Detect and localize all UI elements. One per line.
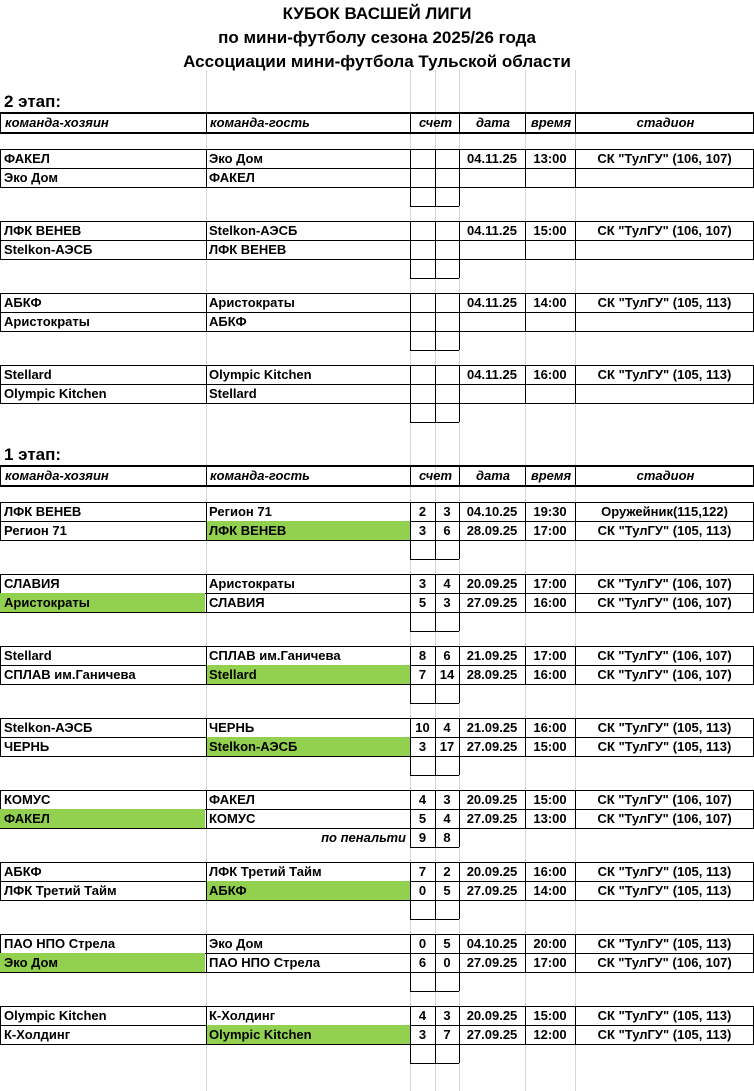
match-date: 20.09.25: [466, 864, 518, 879]
score-away: [435, 312, 459, 331]
header-stadium: стадион: [636, 468, 695, 483]
match-date: 27.09.25: [466, 739, 518, 754]
away-team: Аристократы: [209, 576, 295, 591]
score-away: 17: [439, 739, 455, 754]
match-time: 13:00: [533, 151, 567, 166]
score-home: [410, 240, 435, 259]
match-date: 04.10.25: [466, 936, 518, 951]
match-time: 15:00: [533, 792, 567, 807]
header-score: счет: [418, 468, 453, 483]
score-home: 0: [418, 883, 427, 898]
score-away: [435, 168, 459, 187]
away-team: Olympic Kitchen: [209, 367, 312, 382]
match-time: 16:00: [533, 595, 567, 610]
stadium: СК "ТулГУ" (105, 113): [597, 936, 732, 951]
match-time: 14:00: [533, 295, 567, 310]
match-date: 27.09.25: [466, 955, 518, 970]
away-team: СПЛАВ им.Ганичева: [209, 648, 341, 663]
score-away: [435, 365, 459, 384]
match-time: [525, 240, 575, 259]
stadium: СК "ТулГУ" (105, 113): [597, 1027, 732, 1042]
score-away: 5: [443, 883, 451, 898]
match-date: 04.11.25: [467, 151, 517, 166]
match-date: [459, 240, 525, 259]
score-home: 5: [418, 811, 427, 826]
away-team: СЛАВИЯ: [209, 595, 265, 610]
home-team: Аристократы: [0, 593, 205, 612]
match-time: 16:00: [533, 720, 567, 735]
score-home: 3: [418, 576, 427, 591]
score-home: [410, 221, 435, 240]
score-home: [410, 384, 435, 403]
away-team: Эко Дом: [209, 936, 263, 951]
header-score: счет: [418, 115, 453, 130]
home-team: Stellard: [4, 367, 52, 382]
stadium: СК "ТулГУ" (105, 113): [597, 883, 732, 898]
home-team: Stellard: [4, 648, 52, 663]
score-away: 4: [443, 576, 451, 591]
score-away: 3: [443, 504, 451, 519]
match-time: 17:00: [533, 523, 567, 538]
match-time: [525, 312, 575, 331]
home-team: СПЛАВ им.Ганичева: [4, 667, 136, 682]
score-home: 0: [418, 936, 427, 951]
home-team: К-Холдинг: [4, 1027, 71, 1042]
title-line-1: КУБОК ВАСШЕЙ ЛИГИ: [282, 4, 472, 23]
header-home: команда-хозяин: [5, 468, 109, 483]
header-stadium: стадион: [636, 115, 695, 130]
home-team: СЛАВИЯ: [4, 576, 60, 591]
match-date: 20.09.25: [466, 576, 518, 591]
match-time: 16:00: [533, 367, 567, 382]
match-time: 12:00: [533, 1027, 567, 1042]
score-away: [435, 221, 459, 240]
match-time: 15:00: [533, 739, 567, 754]
stadium: СК "ТулГУ" (106, 107): [597, 223, 732, 238]
title-line-2: по мини-футболу сезона 2025/26 года: [218, 28, 536, 47]
score-away: [435, 149, 459, 168]
away-team: ЛФК ВЕНЕВ: [207, 521, 410, 540]
home-team: Stelkon-АЭСБ: [4, 720, 93, 735]
match-date: 20.09.25: [466, 1008, 518, 1023]
home-team: КОМУС: [4, 792, 51, 807]
score-away: [435, 293, 459, 312]
away-team: Olympic Kitchen: [207, 1025, 410, 1044]
home-team: Olympic Kitchen: [4, 386, 107, 401]
score-away: [435, 384, 459, 403]
stadium: [575, 312, 754, 331]
score-home: [410, 312, 435, 331]
match-date: 21.09.25: [466, 720, 518, 735]
home-team: ФАКЕЛ: [4, 151, 50, 166]
match-date: 28.09.25: [466, 523, 518, 538]
score-away: 6: [443, 523, 451, 538]
score-home: [410, 149, 435, 168]
match-time: 13:00: [533, 811, 567, 826]
away-team: Эко Дом: [209, 151, 263, 166]
score-home: 3: [418, 739, 427, 754]
away-team: ФАКЕЛ: [209, 792, 255, 807]
stadium: СК "ТулГУ" (106, 107): [597, 576, 732, 591]
home-team: ЛФК ВЕНЕВ: [4, 223, 82, 238]
score-away: 7: [443, 1027, 451, 1042]
score-away: 4: [443, 811, 451, 826]
away-team: К-Холдинг: [209, 1008, 276, 1023]
match-date: 27.09.25: [466, 811, 518, 826]
score-away: 6: [443, 648, 451, 663]
header-home: команда-хозяин: [5, 115, 109, 130]
away-team: Stellard: [209, 386, 257, 401]
match-time: 20:00: [533, 936, 567, 951]
away-team: Stellard: [207, 665, 410, 684]
match-date: 27.09.25: [466, 1027, 518, 1042]
header-away: команда-гость: [210, 115, 310, 130]
match-time: 19:30: [533, 504, 567, 519]
score-away: 2: [443, 864, 451, 879]
score-home: 8: [418, 648, 427, 663]
stadium: СК "ТулГУ" (106, 107): [597, 811, 732, 826]
match-time: [525, 168, 575, 187]
home-team: ЧЕРНЬ: [4, 739, 50, 754]
penalties-label: по пенальти: [321, 830, 406, 845]
score-home: 7: [418, 864, 427, 879]
away-team: Аристократы: [209, 295, 295, 310]
penalty-score-home: 9: [418, 830, 427, 845]
match-time: 16:00: [533, 864, 567, 879]
stadium: СК "ТулГУ" (105, 113): [597, 295, 732, 310]
score-home: 10: [415, 720, 430, 735]
away-team: АБКФ: [209, 314, 247, 329]
score-home: [410, 365, 435, 384]
match-date: 27.09.25: [466, 883, 518, 898]
score-home: 5: [418, 595, 427, 610]
away-team: Stelkon-АЭСБ: [209, 223, 298, 238]
stadium: [575, 168, 754, 187]
match-date: [459, 384, 525, 403]
stadium: СК "ТулГУ" (106, 107): [597, 595, 732, 610]
home-team: ФАКЕЛ: [0, 809, 205, 828]
stadium: СК "ТулГУ" (105, 113): [597, 523, 732, 538]
score-home: 4: [418, 1008, 427, 1023]
home-team: Регион 71: [4, 523, 67, 538]
stadium: СК "ТулГУ" (105, 113): [597, 1008, 732, 1023]
match-time: 17:00: [533, 955, 567, 970]
match-time: 15:00: [533, 1008, 567, 1023]
score-home: 3: [418, 1027, 427, 1042]
away-team: Регион 71: [209, 504, 272, 519]
stadium: СК "ТулГУ" (105, 113): [597, 720, 732, 735]
away-team: ЧЕРНЬ: [209, 720, 255, 735]
home-team: АБКФ: [4, 864, 42, 879]
stadium: СК "ТулГУ" (105, 113): [597, 864, 732, 879]
stage-label: 1 этап:: [4, 445, 62, 464]
match-date: 04.11.25: [467, 367, 517, 382]
away-team: Stelkon-АЭСБ: [207, 737, 410, 756]
penalty-score-away: 8: [443, 830, 451, 845]
table-header: [0, 465, 754, 487]
match-time: 16:00: [533, 667, 567, 682]
home-team: ЛФК ВЕНЕВ: [4, 504, 82, 519]
home-team: ЛФК Третий Тайм: [4, 883, 117, 898]
match-date: 20.09.25: [466, 792, 518, 807]
away-team: ПАО НПО Стрела: [209, 955, 321, 970]
stadium: СК "ТулГУ" (106, 107): [597, 151, 732, 166]
stadium: [575, 240, 754, 259]
score-away: 3: [443, 1008, 451, 1023]
home-team: ПАО НПО Стрела: [4, 936, 116, 951]
score-home: 4: [418, 792, 427, 807]
match-date: [459, 312, 525, 331]
score-home: [410, 293, 435, 312]
title-line-3: Ассоциации мини-футбола Тульской области: [183, 52, 571, 71]
score-home: 3: [418, 523, 427, 538]
score-away: 5: [443, 936, 451, 951]
stadium: СК "ТулГУ" (105, 113): [597, 367, 732, 382]
score-home: 2: [418, 504, 427, 519]
match-time: 15:00: [533, 223, 567, 238]
header-time: время: [530, 468, 572, 483]
match-date: 04.11.25: [467, 223, 517, 238]
home-team: Аристократы: [4, 314, 90, 329]
match-date: [459, 168, 525, 187]
match-date: 28.09.25: [466, 667, 518, 682]
match-date: 21.09.25: [466, 648, 518, 663]
score-away: 0: [443, 955, 451, 970]
home-team: Эко Дом: [0, 953, 205, 972]
score-home: [410, 168, 435, 187]
score-away: 3: [443, 792, 451, 807]
stadium: Оружейник(115,122): [601, 504, 728, 519]
home-team: Эко Дом: [4, 170, 58, 185]
stadium: СК "ТулГУ" (106, 107): [597, 792, 732, 807]
score-away: 4: [443, 720, 451, 735]
stage-label: 2 этап:: [4, 92, 62, 111]
header-date: дата: [475, 468, 511, 483]
match-time: 17:00: [533, 576, 567, 591]
stadium: СК "ТулГУ" (106, 107): [597, 667, 732, 682]
match-date: 27.09.25: [466, 595, 518, 610]
away-team: АБКФ: [207, 881, 410, 900]
stadium: СК "ТулГУ" (106, 107): [597, 648, 732, 663]
match-time: [525, 384, 575, 403]
match-date: 04.11.25: [467, 295, 517, 310]
table-header: [0, 112, 754, 134]
match-date: 04.10.25: [466, 504, 518, 519]
score-away: [435, 240, 459, 259]
away-team: ЛФК Третий Тайм: [209, 864, 322, 879]
home-team: АБКФ: [4, 295, 42, 310]
score-away: 14: [439, 667, 455, 682]
match-time: 14:00: [533, 883, 567, 898]
header-time: время: [530, 115, 572, 130]
header-date: дата: [475, 115, 511, 130]
away-team: ФАКЕЛ: [209, 170, 255, 185]
score-away: 3: [443, 595, 451, 610]
match-time: 17:00: [533, 648, 567, 663]
score-home: 7: [418, 667, 427, 682]
home-team: Olympic Kitchen: [4, 1008, 107, 1023]
header-away: команда-гость: [210, 468, 310, 483]
stadium: СК "ТулГУ" (106, 107): [597, 955, 732, 970]
score-home: 6: [418, 955, 427, 970]
away-team: ЛФК ВЕНЕВ: [209, 242, 287, 257]
home-team: Stelkon-АЭСБ: [4, 242, 93, 257]
away-team: КОМУС: [209, 811, 256, 826]
stadium: [575, 384, 754, 403]
stadium: СК "ТулГУ" (105, 113): [597, 739, 732, 754]
